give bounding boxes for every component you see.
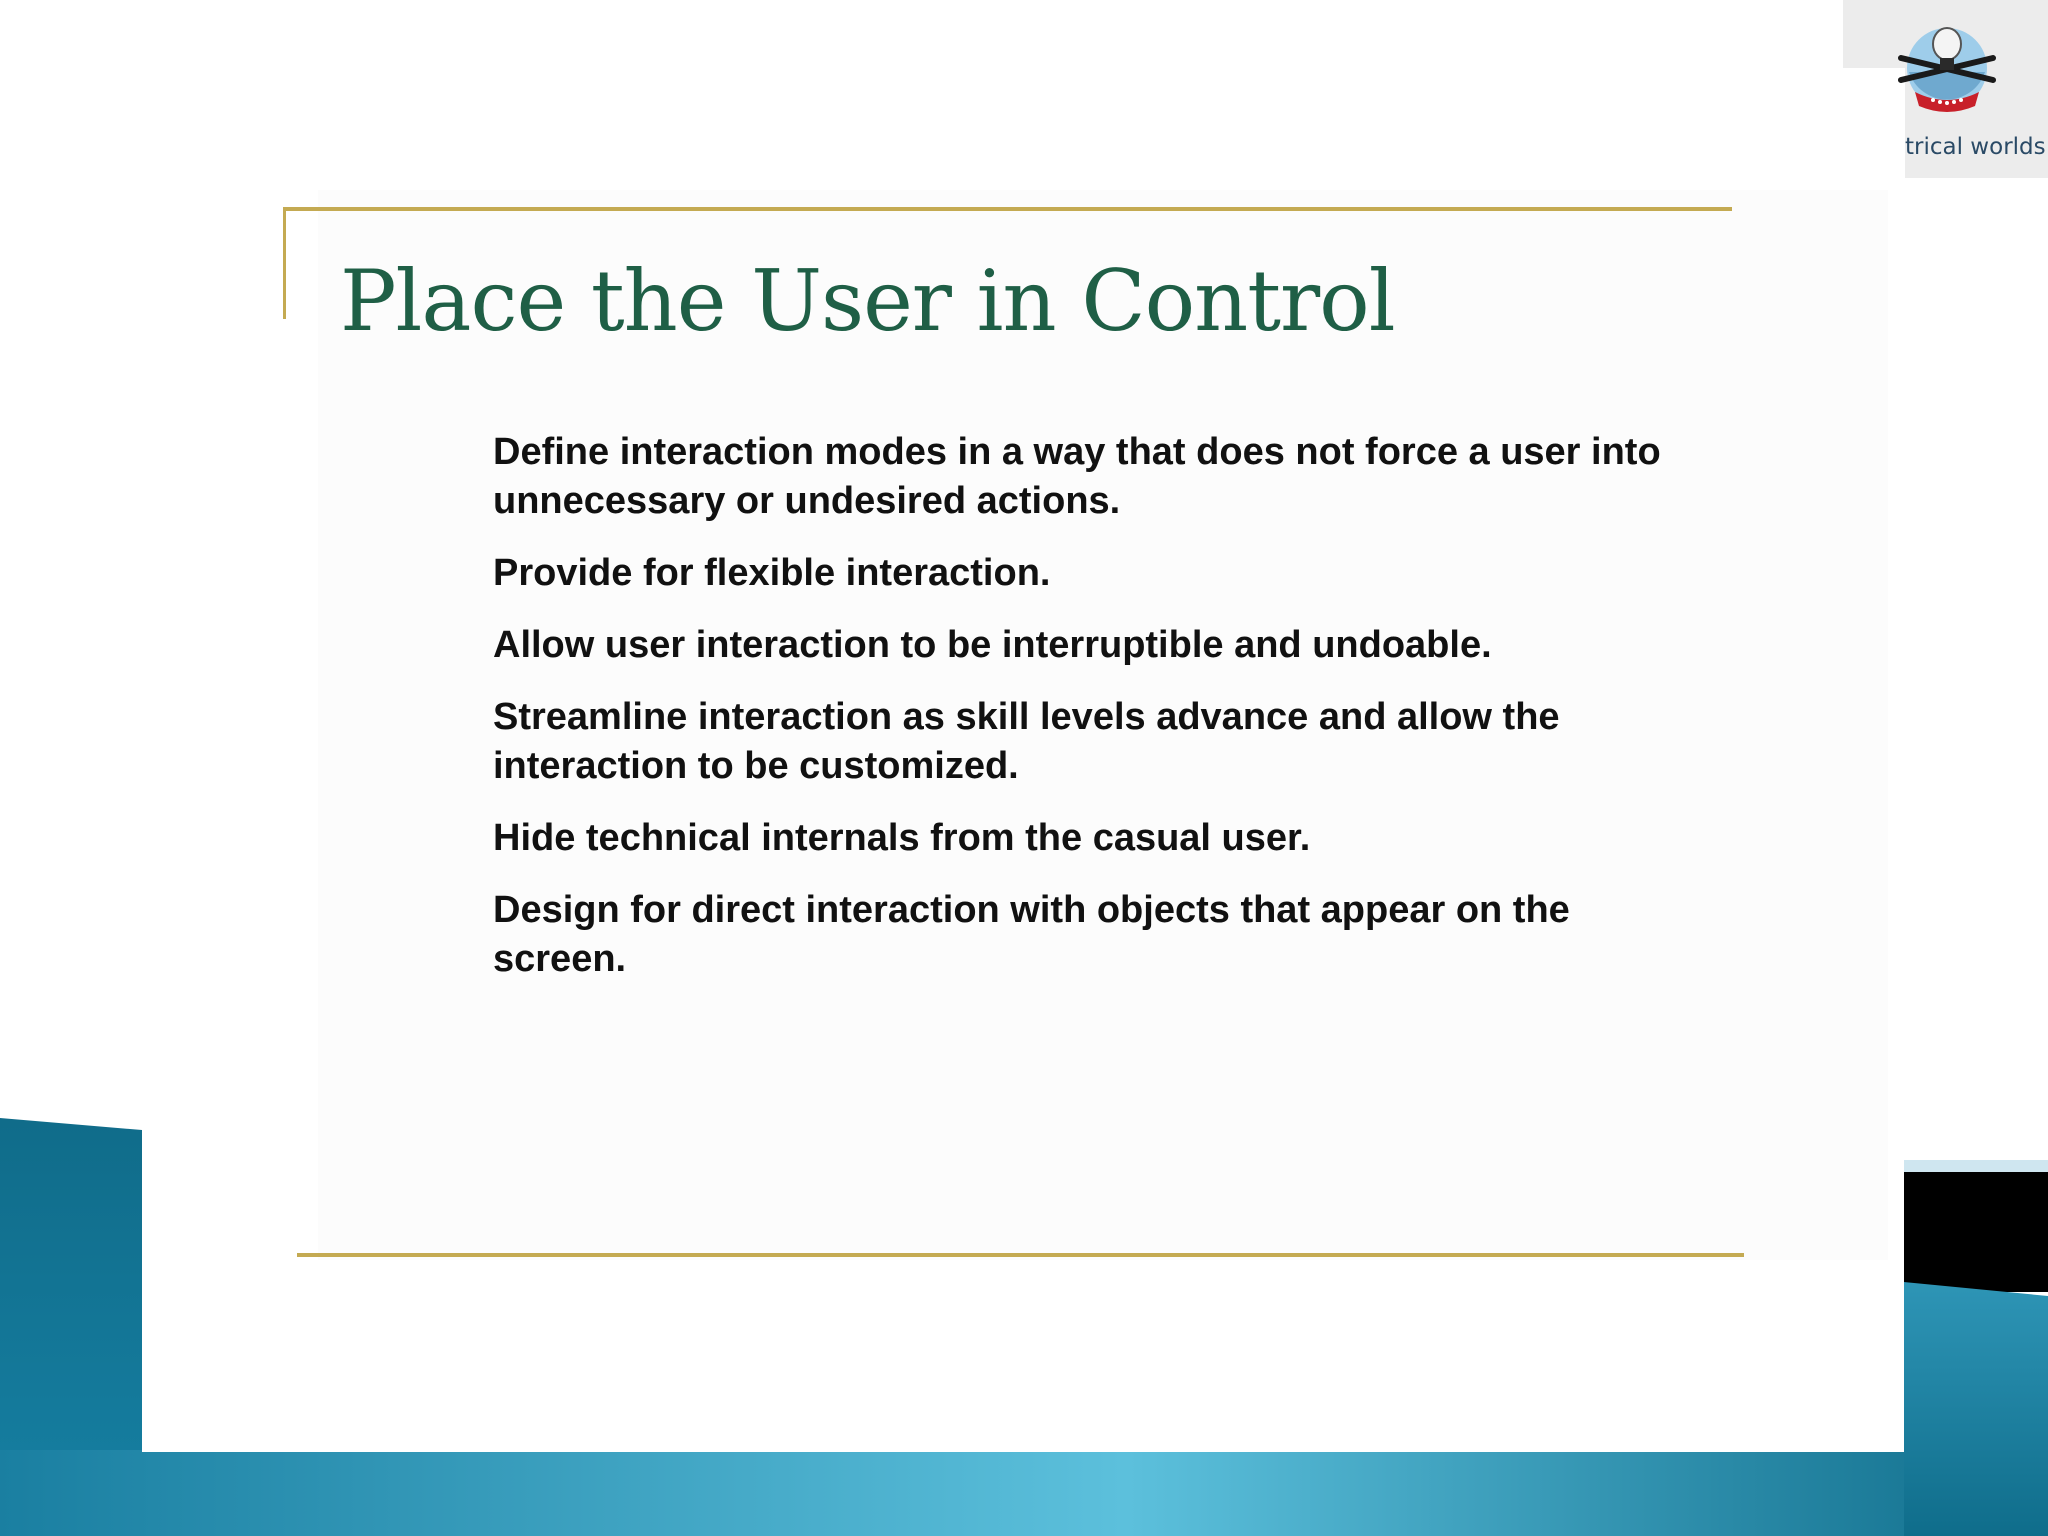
- top-gold-rule: [283, 207, 1732, 211]
- slide-title: Place the User in Control: [340, 252, 1395, 350]
- bottom-teal-band: [0, 1450, 2048, 1536]
- bullet-list: [493, 428, 1693, 1007]
- site-logo: [1843, 0, 2048, 178]
- bullet-item: Provide for flexible interaction.: [493, 552, 1051, 594]
- bullet-item: Allow user interaction to be interruptible and undoable.: [493, 624, 1492, 666]
- bullet-item: Streamline interaction as skill levels advance and allow the interaction to be customized.: [493, 696, 1560, 787]
- bottom-gold-rule: [297, 1253, 1744, 1257]
- bullet-item: Define interaction modes in a way that does not force a user into unnecessary or undesired actions.: [493, 431, 1661, 522]
- bullet-item: Hide technical internals from the casual user.: [493, 817, 1311, 859]
- logo-text: trical worlds: [1905, 134, 2046, 160]
- bullet-item: Design for direct interaction with objects that appear on the screen.: [493, 889, 1570, 980]
- left-gold-tick: [283, 207, 286, 319]
- right-pale-strip: [1904, 1160, 2048, 1172]
- lightbulb-logo-icon: [1887, 10, 2007, 120]
- right-black-panel: [1904, 1172, 2048, 1292]
- right-teal-wing: [1904, 1282, 2048, 1536]
